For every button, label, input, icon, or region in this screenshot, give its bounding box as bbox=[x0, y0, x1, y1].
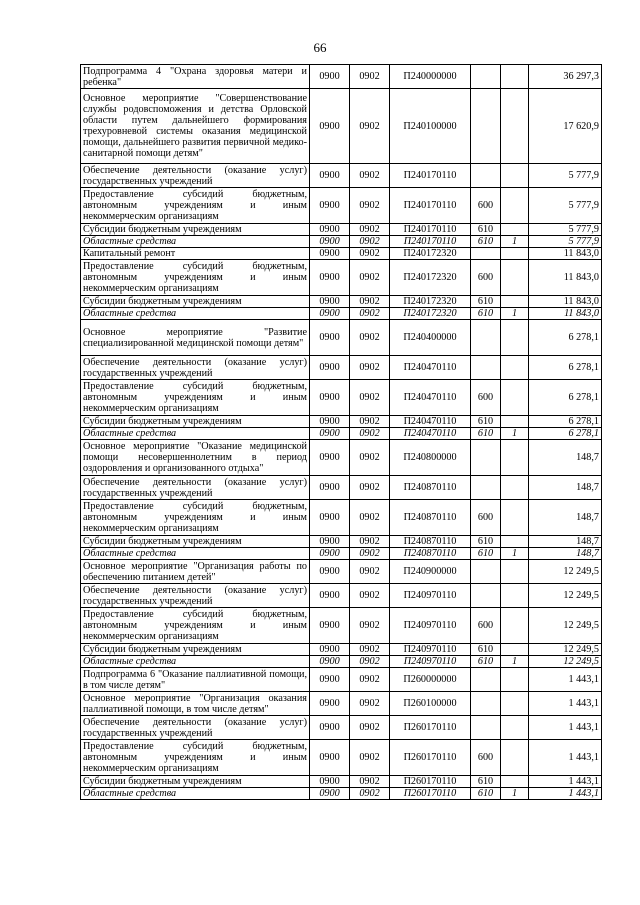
target-item-code-cell: П240800000 bbox=[390, 440, 471, 476]
table-row bbox=[81, 416, 602, 428]
row-name-cell: Капитальный ремонт bbox=[81, 248, 310, 260]
row-name-cell: Субсидии бюджетным учреждениям bbox=[81, 644, 310, 656]
subsection-code-cell: 0902 bbox=[350, 536, 390, 548]
expense-type-code-cell: 610 bbox=[471, 788, 501, 800]
row-name-cell: Областные средства bbox=[81, 548, 310, 560]
amount-cell: 148,7 bbox=[529, 500, 602, 536]
amount-cell: 1 443,1 bbox=[529, 776, 602, 788]
expense-type-code-cell bbox=[471, 692, 501, 716]
funding-source-cell: 1 bbox=[501, 788, 529, 800]
expense-type-code-cell: 610 bbox=[471, 644, 501, 656]
amount-cell: 6 278,1 bbox=[529, 416, 602, 428]
expense-type-code-cell: 610 bbox=[471, 236, 501, 248]
expense-type-code-cell: 600 bbox=[471, 260, 501, 296]
amount-cell: 12 249,5 bbox=[529, 560, 602, 584]
amount-cell: 12 249,5 bbox=[529, 608, 602, 644]
row-name-cell: Основное мероприятие "Совершенствование службы родовспоможения и детства Орловской области путем дальнейшего формирования трехуровневой системы оказания медицинской помощи, дальнейшего развития первичной медико-санитарной помощи детям" bbox=[81, 89, 310, 164]
table-row bbox=[81, 608, 602, 644]
table-row bbox=[81, 65, 602, 89]
table-row bbox=[81, 788, 602, 800]
target-item-code-cell: П260100000 bbox=[390, 692, 471, 716]
section-code-cell: 0900 bbox=[310, 440, 350, 476]
row-name-cell: Предоставление субсидий бюджетным, автономным учреждениям и иным некоммерческим организациям bbox=[81, 608, 310, 644]
table-row bbox=[81, 656, 602, 668]
page-number: 66 bbox=[313, 40, 327, 55]
section-code-cell: 0900 bbox=[310, 548, 350, 560]
table-row bbox=[81, 560, 602, 584]
section-code-cell: 0900 bbox=[310, 584, 350, 608]
funding-source-cell bbox=[501, 740, 529, 776]
table-row bbox=[81, 644, 602, 656]
funding-source-cell: 1 bbox=[501, 656, 529, 668]
expense-type-code-cell bbox=[471, 476, 501, 500]
expense-type-code-cell: 610 bbox=[471, 296, 501, 308]
amount-cell: 1 443,1 bbox=[529, 740, 602, 776]
row-name-cell: Областные средства bbox=[81, 428, 310, 440]
expense-type-code-cell: 600 bbox=[471, 500, 501, 536]
amount-cell: 11 843,0 bbox=[529, 308, 602, 320]
amount-cell: 6 278,1 bbox=[529, 428, 602, 440]
section-code-cell: 0900 bbox=[310, 500, 350, 536]
section-code-cell: 0900 bbox=[310, 656, 350, 668]
section-code-cell: 0900 bbox=[310, 236, 350, 248]
amount-cell: 1 443,1 bbox=[529, 668, 602, 692]
table-row bbox=[81, 476, 602, 500]
target-item-code-cell: П240470110 bbox=[390, 356, 471, 380]
subsection-code-cell: 0902 bbox=[350, 89, 390, 164]
funding-source-cell bbox=[501, 356, 529, 380]
subsection-code-cell: 0902 bbox=[350, 608, 390, 644]
funding-source-cell bbox=[501, 500, 529, 536]
subsection-code-cell: 0902 bbox=[350, 248, 390, 260]
table-row bbox=[81, 188, 602, 224]
subsection-code-cell: 0902 bbox=[350, 740, 390, 776]
row-name-cell: Основное мероприятие "Оказание медицинской помощи несовершеннолетним в период оздоровления и организованного отдыха" bbox=[81, 440, 310, 476]
section-code-cell: 0900 bbox=[310, 260, 350, 296]
target-item-code-cell: П260170110 bbox=[390, 788, 471, 800]
expense-type-code-cell: 600 bbox=[471, 188, 501, 224]
subsection-code-cell: 0902 bbox=[350, 440, 390, 476]
amount-cell: 148,7 bbox=[529, 548, 602, 560]
expense-type-code-cell bbox=[471, 320, 501, 356]
amount-cell: 17 620,9 bbox=[529, 89, 602, 164]
funding-source-cell: 1 bbox=[501, 236, 529, 248]
subsection-code-cell: 0902 bbox=[350, 356, 390, 380]
section-code-cell: 0900 bbox=[310, 644, 350, 656]
expense-type-code-cell bbox=[471, 584, 501, 608]
subsection-code-cell: 0902 bbox=[350, 500, 390, 536]
target-item-code-cell: П240970110 bbox=[390, 644, 471, 656]
subsection-code-cell: 0902 bbox=[350, 716, 390, 740]
expense-type-code-cell bbox=[471, 164, 501, 188]
funding-source-cell bbox=[501, 224, 529, 236]
table-row bbox=[81, 584, 602, 608]
expense-type-code-cell bbox=[471, 65, 501, 89]
table-row bbox=[81, 740, 602, 776]
table-row bbox=[81, 668, 602, 692]
subsection-code-cell: 0902 bbox=[350, 428, 390, 440]
subsection-code-cell: 0902 bbox=[350, 320, 390, 356]
expense-type-code-cell: 610 bbox=[471, 428, 501, 440]
table-row bbox=[81, 308, 602, 320]
section-code-cell: 0900 bbox=[310, 560, 350, 584]
table-row bbox=[81, 500, 602, 536]
funding-source-cell bbox=[501, 668, 529, 692]
amount-cell: 1 443,1 bbox=[529, 716, 602, 740]
subsection-code-cell: 0902 bbox=[350, 164, 390, 188]
funding-source-cell bbox=[501, 416, 529, 428]
expense-type-code-cell bbox=[471, 248, 501, 260]
funding-source-cell bbox=[501, 776, 529, 788]
row-name-cell: Предоставление субсидий бюджетным, автономным учреждениям и иным некоммерческим организациям bbox=[81, 500, 310, 536]
expense-type-code-cell: 610 bbox=[471, 656, 501, 668]
table-row bbox=[81, 380, 602, 416]
target-item-code-cell: П240470110 bbox=[390, 416, 471, 428]
row-name-cell: Обеспечение деятельности (оказание услуг) государственных учреждений bbox=[81, 716, 310, 740]
table-row bbox=[81, 356, 602, 380]
row-name-cell: Обеспечение деятельности (оказание услуг) государственных учреждений bbox=[81, 584, 310, 608]
amount-cell: 148,7 bbox=[529, 440, 602, 476]
amount-cell: 6 278,1 bbox=[529, 380, 602, 416]
section-code-cell: 0900 bbox=[310, 308, 350, 320]
row-name-cell: Предоставление субсидий бюджетным, автономным учреждениям и иным некоммерческим организациям bbox=[81, 380, 310, 416]
target-item-code-cell: П240870110 bbox=[390, 536, 471, 548]
subsection-code-cell: 0902 bbox=[350, 260, 390, 296]
subsection-code-cell: 0902 bbox=[350, 548, 390, 560]
subsection-code-cell: 0902 bbox=[350, 236, 390, 248]
subsection-code-cell: 0902 bbox=[350, 692, 390, 716]
expense-type-code-cell: 600 bbox=[471, 608, 501, 644]
row-name-cell: Областные средства bbox=[81, 236, 310, 248]
funding-source-cell bbox=[501, 608, 529, 644]
funding-source-cell bbox=[501, 476, 529, 500]
section-code-cell: 0900 bbox=[310, 224, 350, 236]
row-name-cell: Обеспечение деятельности (оказание услуг) государственных учреждений bbox=[81, 476, 310, 500]
funding-source-cell bbox=[501, 692, 529, 716]
row-name-cell: Основное мероприятие "Организация оказания паллиативной помощи, в том числе детям" bbox=[81, 692, 310, 716]
table-row bbox=[81, 428, 602, 440]
subsection-code-cell: 0902 bbox=[350, 308, 390, 320]
target-item-code-cell: П240870110 bbox=[390, 500, 471, 536]
target-item-code-cell: П240870110 bbox=[390, 548, 471, 560]
table-row bbox=[81, 164, 602, 188]
row-name-cell: Областные средства bbox=[81, 656, 310, 668]
target-item-code-cell: П260170110 bbox=[390, 740, 471, 776]
target-item-code-cell: П240470110 bbox=[390, 380, 471, 416]
subsection-code-cell: 0902 bbox=[350, 380, 390, 416]
section-code-cell: 0900 bbox=[310, 476, 350, 500]
row-name-cell: Предоставление субсидий бюджетным, автономным учреждениям и иным некоммерческим организациям bbox=[81, 740, 310, 776]
row-name-cell: Подпрограмма 6 "Оказание паллиативной помощи, в том числе детям" bbox=[81, 668, 310, 692]
subsection-code-cell: 0902 bbox=[350, 188, 390, 224]
row-name-cell: Предоставление субсидий бюджетным, автономным учреждениям и иным некоммерческим организациям bbox=[81, 188, 310, 224]
target-item-code-cell: П240970110 bbox=[390, 584, 471, 608]
target-item-code-cell: П240172320 bbox=[390, 248, 471, 260]
target-item-code-cell: П260170110 bbox=[390, 716, 471, 740]
section-code-cell: 0900 bbox=[310, 608, 350, 644]
subsection-code-cell: 0902 bbox=[350, 788, 390, 800]
amount-cell: 12 249,5 bbox=[529, 584, 602, 608]
row-name-cell: Подпрограмма 4 "Охрана здоровья матери и ребенка" bbox=[81, 65, 310, 89]
row-name-cell: Обеспечение деятельности (оказание услуг) государственных учреждений bbox=[81, 356, 310, 380]
funding-source-cell bbox=[501, 380, 529, 416]
funding-source-cell: 1 bbox=[501, 308, 529, 320]
row-name-cell: Областные средства bbox=[81, 308, 310, 320]
target-item-code-cell: П240170110 bbox=[390, 164, 471, 188]
section-code-cell: 0900 bbox=[310, 248, 350, 260]
funding-source-cell: 1 bbox=[501, 548, 529, 560]
amount-cell: 12 249,5 bbox=[529, 656, 602, 668]
table-row bbox=[81, 536, 602, 548]
section-code-cell: 0900 bbox=[310, 692, 350, 716]
table-row bbox=[81, 440, 602, 476]
section-code-cell: 0900 bbox=[310, 776, 350, 788]
target-item-code-cell: П260170110 bbox=[390, 776, 471, 788]
target-item-code-cell: П240900000 bbox=[390, 560, 471, 584]
amount-cell: 12 249,5 bbox=[529, 644, 602, 656]
section-code-cell: 0900 bbox=[310, 380, 350, 416]
expense-type-code-cell: 610 bbox=[471, 536, 501, 548]
funding-source-cell bbox=[501, 89, 529, 164]
row-name-cell: Предоставление субсидий бюджетным, автономным учреждениям и иным некоммерческим организациям bbox=[81, 260, 310, 296]
section-code-cell: 0900 bbox=[310, 188, 350, 224]
row-name-cell: Областные средства bbox=[81, 788, 310, 800]
section-code-cell: 0900 bbox=[310, 788, 350, 800]
table-row bbox=[81, 716, 602, 740]
section-code-cell: 0900 bbox=[310, 296, 350, 308]
funding-source-cell bbox=[501, 536, 529, 548]
target-item-code-cell: П240100000 bbox=[390, 89, 471, 164]
expense-type-code-cell bbox=[471, 668, 501, 692]
row-name-cell: Субсидии бюджетным учреждениям bbox=[81, 416, 310, 428]
subsection-code-cell: 0902 bbox=[350, 296, 390, 308]
row-name-cell: Субсидии бюджетным учреждениям bbox=[81, 296, 310, 308]
amount-cell: 11 843,0 bbox=[529, 260, 602, 296]
table-row bbox=[81, 320, 602, 356]
table-row bbox=[81, 548, 602, 560]
funding-source-cell bbox=[501, 164, 529, 188]
row-name-cell: Основное мероприятие "Организация работы по обеспечению питанием детей" bbox=[81, 560, 310, 584]
table-row bbox=[81, 260, 602, 296]
row-name-cell: Основное мероприятие "Развитие специализированной медицинской помощи детям" bbox=[81, 320, 310, 356]
target-item-code-cell: П240870110 bbox=[390, 476, 471, 500]
table-row bbox=[81, 224, 602, 236]
section-code-cell: 0900 bbox=[310, 89, 350, 164]
target-item-code-cell: П240170110 bbox=[390, 188, 471, 224]
row-name-cell: Обеспечение деятельности (оказание услуг) государственных учреждений bbox=[81, 164, 310, 188]
subsection-code-cell: 0902 bbox=[350, 584, 390, 608]
amount-cell: 6 278,1 bbox=[529, 320, 602, 356]
section-code-cell: 0900 bbox=[310, 428, 350, 440]
subsection-code-cell: 0902 bbox=[350, 776, 390, 788]
target-item-code-cell: П240170110 bbox=[390, 224, 471, 236]
expense-type-code-cell: 610 bbox=[471, 776, 501, 788]
budget-table-body bbox=[81, 65, 602, 800]
section-code-cell: 0900 bbox=[310, 668, 350, 692]
table-row bbox=[81, 296, 602, 308]
amount-cell: 6 278,1 bbox=[529, 356, 602, 380]
amount-cell: 5 777,9 bbox=[529, 188, 602, 224]
amount-cell: 11 843,0 bbox=[529, 296, 602, 308]
section-code-cell: 0900 bbox=[310, 164, 350, 188]
expense-type-code-cell: 610 bbox=[471, 224, 501, 236]
target-item-code-cell: П260000000 bbox=[390, 668, 471, 692]
subsection-code-cell: 0902 bbox=[350, 644, 390, 656]
amount-cell: 1 443,1 bbox=[529, 692, 602, 716]
section-code-cell: 0900 bbox=[310, 356, 350, 380]
table-row bbox=[81, 248, 602, 260]
amount-cell: 5 777,9 bbox=[529, 164, 602, 188]
funding-source-cell bbox=[501, 248, 529, 260]
funding-source-cell bbox=[501, 65, 529, 89]
section-code-cell: 0900 bbox=[310, 740, 350, 776]
section-code-cell: 0900 bbox=[310, 716, 350, 740]
table-row bbox=[81, 89, 602, 164]
subsection-code-cell: 0902 bbox=[350, 656, 390, 668]
funding-source-cell bbox=[501, 440, 529, 476]
section-code-cell: 0900 bbox=[310, 536, 350, 548]
target-item-code-cell: П240000000 bbox=[390, 65, 471, 89]
amount-cell: 148,7 bbox=[529, 536, 602, 548]
subsection-code-cell: 0902 bbox=[350, 560, 390, 584]
target-item-code-cell: П240970110 bbox=[390, 656, 471, 668]
budget-table bbox=[80, 64, 602, 800]
expense-type-code-cell bbox=[471, 89, 501, 164]
funding-source-cell bbox=[501, 716, 529, 740]
funding-source-cell bbox=[501, 644, 529, 656]
table-row bbox=[81, 692, 602, 716]
section-code-cell: 0900 bbox=[310, 65, 350, 89]
target-item-code-cell: П240172320 bbox=[390, 260, 471, 296]
expense-type-code-cell bbox=[471, 560, 501, 584]
funding-source-cell bbox=[501, 320, 529, 356]
target-item-code-cell: П240470110 bbox=[390, 428, 471, 440]
funding-source-cell bbox=[501, 188, 529, 224]
funding-source-cell bbox=[501, 260, 529, 296]
section-code-cell: 0900 bbox=[310, 320, 350, 356]
expense-type-code-cell: 610 bbox=[471, 308, 501, 320]
target-item-code-cell: П240170110 bbox=[390, 236, 471, 248]
subsection-code-cell: 0902 bbox=[350, 416, 390, 428]
row-name-cell: Субсидии бюджетным учреждениям bbox=[81, 224, 310, 236]
expense-type-code-cell bbox=[471, 440, 501, 476]
amount-cell: 1 443,1 bbox=[529, 788, 602, 800]
amount-cell: 148,7 bbox=[529, 476, 602, 500]
funding-source-cell bbox=[501, 584, 529, 608]
amount-cell: 5 777,9 bbox=[529, 224, 602, 236]
target-item-code-cell: П240172320 bbox=[390, 308, 471, 320]
expense-type-code-cell: 610 bbox=[471, 416, 501, 428]
table-row bbox=[81, 776, 602, 788]
target-item-code-cell: П240970110 bbox=[390, 608, 471, 644]
target-item-code-cell: П240172320 bbox=[390, 296, 471, 308]
row-name-cell: Субсидии бюджетным учреждениям bbox=[81, 776, 310, 788]
table-row bbox=[81, 236, 602, 248]
expense-type-code-cell: 610 bbox=[471, 548, 501, 560]
expense-type-code-cell: 600 bbox=[471, 740, 501, 776]
funding-source-cell bbox=[501, 296, 529, 308]
expense-type-code-cell: 600 bbox=[471, 380, 501, 416]
subsection-code-cell: 0902 bbox=[350, 65, 390, 89]
amount-cell: 11 843,0 bbox=[529, 248, 602, 260]
target-item-code-cell: П240400000 bbox=[390, 320, 471, 356]
amount-cell: 36 297,3 bbox=[529, 65, 602, 89]
expense-type-code-cell bbox=[471, 716, 501, 740]
row-name-cell: Субсидии бюджетным учреждениям bbox=[81, 536, 310, 548]
expense-type-code-cell bbox=[471, 356, 501, 380]
funding-source-cell: 1 bbox=[501, 428, 529, 440]
subsection-code-cell: 0902 bbox=[350, 668, 390, 692]
amount-cell: 5 777,9 bbox=[529, 236, 602, 248]
subsection-code-cell: 0902 bbox=[350, 224, 390, 236]
subsection-code-cell: 0902 bbox=[350, 476, 390, 500]
section-code-cell: 0900 bbox=[310, 416, 350, 428]
funding-source-cell bbox=[501, 560, 529, 584]
